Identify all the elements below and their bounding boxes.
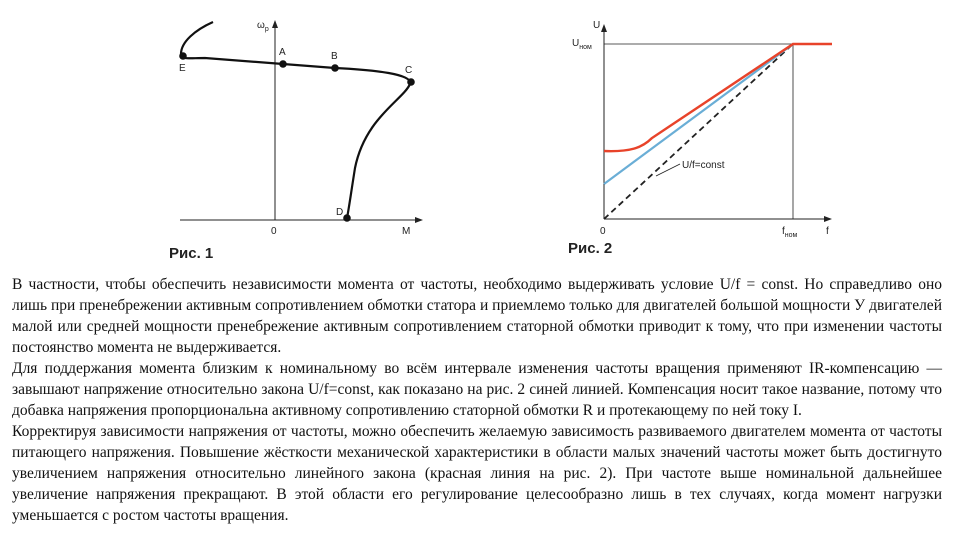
figure-2-caption: Рис. 2 <box>568 240 613 257</box>
point-a <box>279 60 287 68</box>
x-axis-label: M <box>402 226 411 237</box>
point-e <box>179 52 187 60</box>
u-nominal-label: $U_{ном}$ <box>572 38 592 51</box>
y-axis-arrow <box>601 24 607 32</box>
paragraph-3: Корректируя зависимости напряжения от частоты, можно обеспечить желаемую зависимость развиваемого двигателем момента от частоты питающего напряжения. Повышение жёсткости механической характеристики в области малых значений частоты может быть достигнуто увеличением напряжения относительно линейного закона (красная линия на рис. 2). При частоте выше номинальной дальнейшее увеличение напряжения прекращают. В этой области его регулирование целесообразно лишь в тех случаях, когда момент нагрузки уменьшается с ростом частоты вращения. <box>12 423 942 524</box>
paragraph-2: Для поддержания момента близким к номинальному во всём интервале изменения частоты вращения применяют IR-компенсацию — завышают напряжение относительно закона U/f=const, как показано на рис. 2 синей линией. Компенсация носит такое название, потому что добавка напряжения пропорциональна активному сопротивлению статорной обмотки R и протекающему по ней току I. <box>12 360 942 419</box>
origin-label: 0 <box>600 226 606 237</box>
x-axis-label: f <box>826 226 829 237</box>
uf-const-annotation: U/f=const <box>682 160 725 171</box>
figure-2-graph <box>560 8 850 266</box>
point-b <box>331 64 339 72</box>
label-b: B <box>331 51 338 62</box>
f-nominal-label: $f_{ном}$ <box>782 226 798 239</box>
characteristic-curve <box>181 22 413 218</box>
x-axis-arrow <box>824 216 832 222</box>
figure-2 <box>560 8 850 266</box>
point-c <box>407 78 415 86</box>
point-d <box>343 214 351 222</box>
figure-1 <box>165 8 425 266</box>
label-a: A <box>279 47 286 58</box>
y-axis-arrow <box>272 20 278 28</box>
uf-const-line <box>604 44 793 219</box>
red-boost-line <box>604 44 832 151</box>
paragraph-1: В частности, чтобы обеспечить независимости момента от частоты, необходимо выдерживать условие U/f = const. Но справедливо оно лишь при пренебрежении активным сопротивлением обмотки статора и приемлемо только для двигателей большой мощности У двигателей малой или средней мощности пренебрежение активным сопротивлением статорной обмотки приводит к тому, что при изменении частоты постоянство момента не выдерживается. <box>12 276 942 356</box>
label-e: E <box>179 63 186 74</box>
label-c: C <box>405 65 413 76</box>
label-d: D <box>336 207 344 218</box>
x-axis-arrow <box>415 217 423 223</box>
origin-label: 0 <box>271 226 277 237</box>
article-body <box>12 274 942 526</box>
y-axis-label: U <box>593 20 601 31</box>
y-axis-label: $\omega_р$ <box>257 20 269 33</box>
annotation-leader <box>656 164 680 176</box>
figure-1-graph <box>165 8 425 266</box>
figure-1-caption: Рис. 1 <box>169 245 214 262</box>
